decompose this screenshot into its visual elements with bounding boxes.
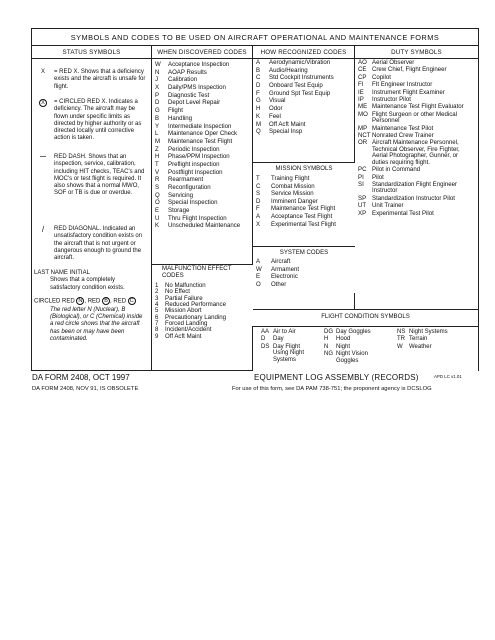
code-key: A	[256, 258, 261, 265]
code-key: 8	[155, 326, 159, 334]
code-label: Reduced Performance	[165, 301, 226, 309]
code-label: Acceptance Test Flight	[271, 212, 333, 220]
flight-condition-col-3	[394, 329, 474, 351]
when-code-row	[152, 161, 252, 169]
code-label: Pilot in Command	[372, 166, 421, 174]
code-key: 5	[155, 307, 159, 315]
code-label: Air to Air	[273, 329, 296, 335]
flight-condition-row	[321, 336, 391, 342]
code-key: AA	[261, 329, 270, 335]
code-key: XP	[358, 209, 367, 217]
code-label: Aerial Observer	[372, 59, 415, 66]
flight-condition-row	[394, 344, 474, 350]
code-key: O	[256, 280, 261, 288]
how-code-row	[253, 105, 354, 113]
code-label: Std Cockpit Instruments	[269, 74, 334, 82]
code-label: Experimental Test Flight	[271, 220, 336, 228]
when-code-row	[152, 146, 252, 154]
system-code-row	[253, 281, 355, 289]
flight-condition-title: FLIGHT CONDITION SYMBOLS	[321, 313, 410, 320]
code-key: 7	[155, 319, 159, 327]
code-label: Maintenance Oper Check	[168, 130, 238, 138]
code-key: 6	[155, 313, 159, 321]
duty-symbol-row	[355, 203, 478, 209]
form-version: APD LC v1.01	[434, 374, 462, 379]
code-label: Night	[336, 343, 351, 350]
code-label: Electronic	[271, 273, 298, 281]
system-code-row	[253, 273, 355, 281]
when-code-row	[152, 184, 252, 192]
how-code-row	[253, 128, 354, 136]
last-name-initial-text: Shows that a completely satisfactory condition exists.	[50, 277, 125, 291]
code-key: PC	[358, 166, 367, 174]
status-text: RED DIAGONAL. Indicated an unsatisfactory condition exists on the aircraft that is not urgent or dangerous enough to ground the aircraft.	[54, 226, 143, 262]
duty-symbol-row	[355, 211, 478, 217]
code-label: Training Flight	[271, 175, 310, 182]
code-key: DS	[261, 343, 270, 350]
how-code-row	[253, 82, 354, 90]
code-label: Off Acft Maint	[269, 120, 306, 128]
code-label: Odor	[269, 105, 283, 113]
code-key: C	[256, 182, 261, 190]
status-item-red-dash	[32, 154, 152, 198]
code-key: Y	[155, 122, 160, 130]
code-label: Thru Flight Inspection	[168, 214, 227, 222]
code-label: Acceptance Inspection	[168, 61, 230, 68]
code-label: Special Insp	[269, 128, 303, 136]
code-key: TR	[397, 336, 405, 343]
duty-symbol-row	[355, 67, 478, 73]
code-label: Weather	[409, 343, 432, 350]
when-code-row	[152, 61, 252, 69]
code-key: SP	[358, 194, 367, 202]
code-key: CE	[358, 66, 367, 74]
when-discovered-list	[152, 59, 252, 230]
code-label: No Malfunction	[165, 282, 206, 290]
flight-condition-row	[258, 344, 318, 363]
last-name-initial-label: LAST NAME INITIAL	[34, 270, 90, 276]
duty-symbol-row	[355, 182, 478, 195]
code-label: Maintenance Test Flight	[271, 205, 336, 213]
code-key: DG	[324, 329, 333, 335]
code-label: Preflight inspection	[168, 160, 220, 168]
duty-symbol-row	[355, 104, 478, 110]
code-key: J	[155, 76, 159, 84]
mission-symbols-list	[253, 175, 355, 228]
code-key: 3	[155, 294, 159, 302]
code-key: R	[155, 176, 160, 184]
code-key: C	[256, 74, 261, 82]
code-key: W	[397, 343, 403, 350]
malfunction-row	[152, 333, 253, 339]
code-label: Other	[271, 280, 287, 288]
code-key: D	[256, 82, 261, 90]
code-label: Nonrated Crew Trainer	[372, 132, 434, 140]
code-key: A	[256, 59, 261, 66]
code-key: MP	[358, 124, 368, 132]
code-key: D	[155, 99, 160, 107]
code-key: UT	[358, 202, 367, 210]
how-code-row	[253, 90, 354, 98]
code-label: Instructor Pilot	[372, 96, 411, 104]
status-item-red-x	[32, 69, 152, 91]
code-key: X	[155, 84, 160, 92]
code-label: Rearmament	[168, 176, 204, 184]
flight-condition-row	[321, 329, 391, 335]
code-key: F	[256, 205, 260, 213]
code-key: N	[324, 343, 329, 350]
code-key: L	[155, 130, 159, 138]
code-key: H	[155, 153, 160, 161]
when-code-row	[152, 107, 252, 115]
code-key: T	[256, 175, 260, 182]
system-codes-box	[253, 246, 355, 293]
code-label: Pilot	[372, 173, 384, 181]
code-key: NS	[397, 329, 406, 335]
when-code-row	[152, 192, 252, 200]
code-key: Q	[256, 128, 261, 136]
flight-condition-row	[258, 329, 318, 335]
code-label: Service Mission	[271, 190, 314, 198]
system-code-row	[253, 258, 355, 266]
how-code-row	[253, 59, 354, 67]
code-key: PI	[358, 173, 364, 181]
mission-symbol-row	[253, 190, 355, 198]
flight-condition-row	[394, 336, 474, 342]
code-key: G	[155, 107, 160, 115]
duty-symbols-header: DUTY SYMBOLS	[355, 46, 478, 59]
code-label: Depot Level Repair	[168, 99, 221, 107]
code-label: Mission Abort	[165, 307, 202, 315]
flight-condition-col-2	[321, 329, 391, 365]
when-code-row	[152, 169, 252, 177]
malfunction-effect-box	[152, 264, 253, 340]
code-label: No Effect	[165, 288, 190, 296]
code-label: Standardization Flight Engineer Instructor	[372, 180, 458, 195]
code-label: Combat Mission	[271, 182, 315, 190]
code-key: A	[256, 212, 261, 220]
last-name-initial	[32, 270, 152, 292]
code-label: Flight Surgeon or other Medical Personnel	[372, 110, 458, 125]
code-key: Z	[155, 145, 159, 153]
code-label: Unscheduled Maintenance	[168, 222, 241, 230]
when-code-row	[152, 115, 252, 123]
when-code-row	[152, 99, 252, 107]
code-key: H	[256, 105, 261, 113]
code-label: Feel	[269, 112, 281, 120]
code-label: Standardization Instructor Pilot	[372, 194, 455, 202]
when-code-row	[152, 84, 252, 92]
code-key: S	[256, 190, 261, 198]
code-label: Night Systems	[409, 329, 448, 335]
code-key: B	[155, 114, 160, 122]
code-label: Incident/Accident	[165, 326, 212, 334]
code-label: Onboard Test Equip	[269, 82, 323, 90]
code-key: Q	[155, 191, 160, 199]
code-key: IE	[358, 88, 364, 96]
code-key: K	[256, 112, 261, 120]
malfunction-title: MALFUNCTION EFFECT CODES	[162, 265, 232, 279]
duty-symbol-row	[355, 82, 478, 88]
code-label: Copilot	[372, 73, 391, 81]
flight-condition-row	[321, 344, 391, 350]
red-dash-symbol: —	[40, 154, 46, 160]
code-label: Precautionary Landing	[165, 313, 226, 321]
code-label: Visual	[269, 97, 286, 105]
code-key: OR	[358, 139, 368, 147]
code-label: Imminent Danger	[271, 197, 318, 205]
when-code-row	[152, 215, 252, 223]
code-key: B	[256, 66, 261, 74]
code-key: E	[155, 207, 160, 215]
code-key: NCT	[358, 132, 371, 140]
duty-symbol-row	[355, 140, 478, 166]
mission-symbol-row	[253, 198, 355, 206]
code-key: T	[155, 160, 159, 168]
code-key: NG	[324, 351, 333, 358]
status-text: = CIRCLED RED X. Indicates a deficiency. The aircraft may be flown under specific limits as directed by higher authority or as directed locally until corrective action is taken.	[54, 99, 142, 142]
circled-red-text: The red letter N (Nuclear), B (Biological), or C (Chemical) inside a red circle shows that the aircraft has been or may have been contaminated.	[50, 306, 143, 343]
code-label: Intermediate Inspection	[168, 122, 232, 130]
flight-condition-row	[321, 351, 391, 364]
code-label: Aerodynamic/Vibration	[269, 59, 331, 66]
mission-symbol-row	[253, 213, 355, 221]
code-key: O	[155, 199, 160, 207]
duty-symbol-row	[355, 112, 478, 125]
circled-red-label: CIRCLED RED N , RED B , RED C	[34, 297, 152, 306]
code-key: 2	[155, 288, 159, 296]
duty-symbol-row	[355, 167, 478, 173]
red-x-symbol: X	[40, 69, 45, 75]
when-code-row	[152, 130, 252, 138]
code-key: F	[256, 89, 260, 97]
code-key: ME	[358, 103, 368, 111]
mission-symbol-row	[253, 205, 355, 213]
code-key: AO	[358, 59, 367, 66]
red-diagonal-symbol: /	[41, 225, 45, 234]
code-key: G	[256, 97, 261, 105]
form-title: SYMBOLS AND CODES TO BE USED ON AIRCRAFT OPERATIONAL AND MAINTENANCE FORMS	[32, 29, 478, 46]
how-code-row	[253, 113, 354, 121]
code-label: Terrain	[409, 336, 428, 343]
code-label: Servicing	[168, 191, 194, 199]
duty-symbol-row	[355, 175, 478, 181]
code-key: 1	[155, 282, 159, 290]
code-label: Maintenance Test Flight Evaluator	[372, 103, 464, 111]
code-key: FI	[358, 81, 364, 89]
code-label: Aircraft Maintenance Personnel, Technical Observer, Fire Fighter, Aerial Photographer, Gunner, or duties requiring flight.	[372, 139, 460, 166]
code-key: 4	[155, 301, 159, 309]
code-key: S	[155, 184, 160, 191]
symbols-codes-form	[31, 28, 479, 371]
code-label: Periodic Inspection	[168, 145, 220, 153]
mission-symbols-box	[253, 162, 355, 246]
code-key: IP	[358, 96, 364, 104]
mission-symbol-row	[253, 221, 355, 229]
code-key: W	[155, 61, 161, 68]
status-text: RED DASH. Shows that an inspection, service, calibration, including HIT checks, TEAC's and MOC's or test flight is required. It also shows that a normal MWO, SOF or TB is due or overdue.	[54, 154, 145, 197]
duty-symbols-list	[355, 59, 478, 217]
code-label: Diagnostic Test	[168, 91, 210, 99]
when-code-row	[152, 69, 252, 77]
code-label: Partial Failure	[165, 294, 203, 302]
code-key: CP	[358, 73, 367, 81]
code-label: FIt Engineer Instructor	[372, 81, 433, 89]
flight-condition-col-1	[258, 329, 318, 364]
code-label: Unit Trainer	[372, 202, 404, 210]
flight-condition-row	[258, 336, 318, 342]
code-key: U	[155, 214, 160, 222]
when-code-row	[152, 92, 252, 100]
form-name: EQUIPMENT LOG ASSEMBLY (RECORDS)	[254, 373, 419, 382]
code-label: Day Goggles	[336, 329, 371, 335]
when-code-row	[152, 138, 252, 146]
mission-symbol-row	[253, 175, 355, 183]
proponent-notice: For use of this form, see DA PAM 738-751; the proponent agency is DCSLOG	[232, 386, 432, 392]
form-number: DA FORM 2408, OCT 1997	[32, 373, 130, 382]
when-code-row	[152, 123, 252, 131]
code-key: E	[256, 273, 261, 281]
code-label: Handling	[168, 114, 193, 122]
when-code-row	[152, 76, 252, 84]
flight-condition-row	[394, 329, 474, 335]
code-label: Aircraft	[271, 258, 291, 265]
when-code-row	[152, 222, 252, 230]
code-label: Armament	[271, 265, 300, 273]
system-code-row	[253, 266, 355, 274]
when-code-row	[152, 199, 252, 207]
code-label: Instrument Flight Examiner	[372, 88, 445, 96]
code-key: H	[324, 336, 329, 343]
system-codes-title: SYSTEM CODES	[279, 249, 329, 256]
code-key: P	[155, 91, 160, 99]
status-symbols-column	[32, 46, 152, 371]
status-symbols-header: STATUS SYMBOLS	[32, 46, 151, 59]
when-discovered-header: WHEN DISCOVERED CODES	[152, 46, 252, 59]
how-code-row	[253, 67, 354, 75]
code-key: M	[155, 137, 161, 145]
code-key: N	[155, 68, 160, 76]
how-code-row	[253, 121, 354, 129]
code-label: AOAP Results	[168, 68, 207, 76]
code-key: 9	[155, 332, 159, 340]
code-label: Reconfiguration	[168, 184, 211, 191]
code-key: D	[256, 197, 261, 205]
code-label: Off Acft Maint	[165, 332, 202, 340]
when-code-row	[152, 207, 252, 215]
code-label: Calibration	[168, 76, 198, 84]
code-key: MO	[358, 110, 368, 118]
status-item-red-diagonal	[32, 226, 152, 262]
code-key: V	[155, 168, 160, 176]
system-codes-list	[253, 258, 355, 288]
how-code-row	[253, 74, 354, 82]
mission-symbols-title: MISSION SYMBOLS	[275, 165, 333, 172]
code-label: Forced Landing	[165, 319, 208, 327]
code-label: Night Vision Goggles	[336, 351, 368, 364]
when-code-row	[152, 176, 252, 184]
code-label: Crew Chief, Flight Engineer	[372, 66, 447, 74]
mission-symbol-row	[253, 183, 355, 191]
code-label: Maintenance Test Pilot	[372, 124, 434, 132]
code-label: Audio/Hearing	[269, 66, 308, 74]
status-text: = RED X. Shows that a deficiency exists and the aircraft is unsafe for flight.	[54, 69, 146, 90]
code-label: Flight	[168, 107, 183, 115]
code-label: Experimental Test Pilot	[372, 209, 434, 217]
circled-red-x-symbol: X	[37, 99, 49, 108]
code-label: Hood	[336, 336, 351, 343]
code-label: Day Flight Using Night Systems	[273, 343, 305, 363]
how-recognized-list	[253, 59, 354, 136]
code-key: K	[155, 222, 160, 230]
code-label: Daily/PMS Inspection	[168, 84, 226, 92]
code-label: Special Inspection	[168, 199, 218, 207]
how-recognized-header: HOW RECOGNIZED CODES	[253, 46, 354, 59]
how-code-row	[253, 97, 354, 105]
flight-condition-box	[253, 309, 478, 371]
code-label: Day	[273, 336, 284, 343]
code-key: SI	[358, 180, 364, 188]
code-key: M	[256, 120, 262, 128]
code-label: Ground Spt Test Equip	[269, 89, 331, 97]
circled-red-nbc	[32, 297, 152, 343]
code-label: Maintenance Test Flight	[168, 137, 233, 145]
status-item-circled-red-x	[32, 99, 152, 143]
code-label: Storage	[168, 207, 190, 215]
code-key: X	[256, 220, 261, 228]
code-key: D	[261, 336, 266, 343]
obsolete-notice: DA FORM 2408, NOV 91, IS OBSOLETE	[32, 386, 139, 392]
code-label: Postflight Inspection	[168, 168, 223, 176]
malfunction-list	[152, 282, 253, 339]
code-label: Phase/PPM Inspection	[168, 153, 230, 161]
code-key: W	[256, 265, 262, 273]
when-code-row	[152, 153, 252, 161]
